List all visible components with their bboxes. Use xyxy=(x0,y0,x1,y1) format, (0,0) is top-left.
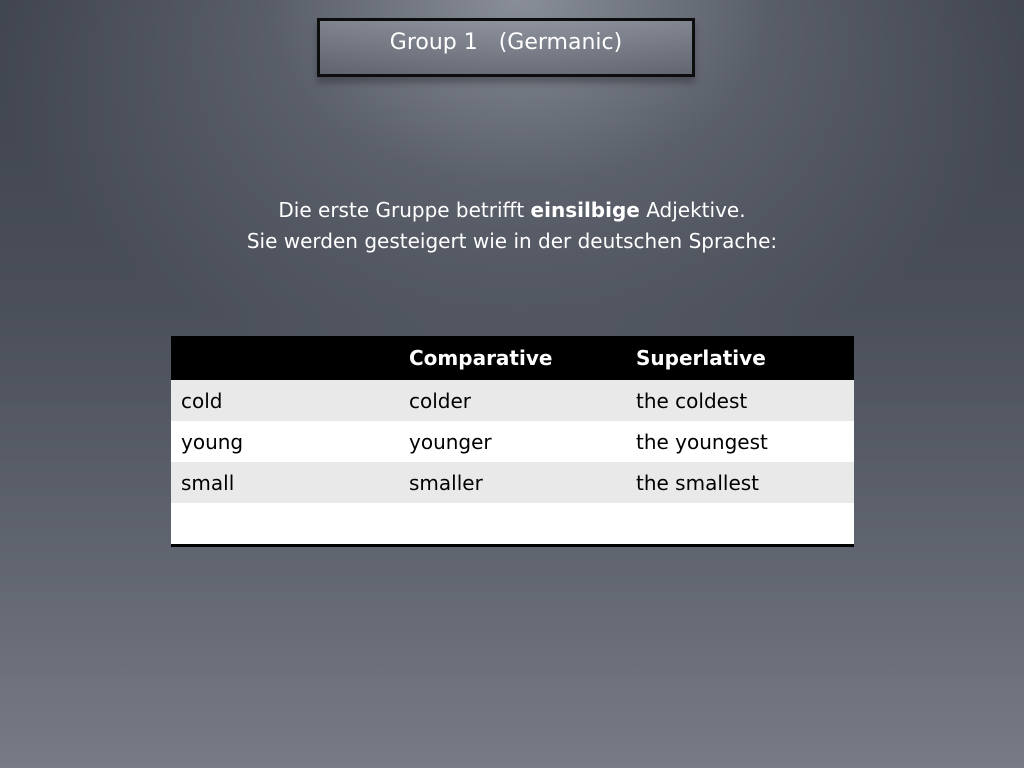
cell-superlative: the youngest xyxy=(626,421,854,462)
cell-comparative: colder xyxy=(399,380,626,421)
table-header-row xyxy=(171,336,854,380)
adjective-table xyxy=(171,336,854,544)
table-row xyxy=(171,421,854,462)
cell-superlative xyxy=(626,503,854,544)
header-superlative: Superlative xyxy=(626,336,854,380)
cell-comparative xyxy=(399,503,626,544)
table-row xyxy=(171,462,854,503)
header-comparative: Comparative xyxy=(399,336,626,380)
cell-positive xyxy=(171,503,399,544)
cell-superlative: the smallest xyxy=(626,462,854,503)
cell-comparative: younger xyxy=(399,421,626,462)
intro-line-2: Sie werden gesteigert wie in der deutschen Sprache: xyxy=(246,229,778,253)
intro-text xyxy=(0,195,1024,257)
header-empty xyxy=(171,336,399,380)
table-row xyxy=(171,380,854,421)
intro-line-1-start: Die erste Gruppe betrifft xyxy=(278,198,531,222)
cell-superlative: the coldest xyxy=(626,380,854,421)
cell-comparative: smaller xyxy=(399,462,626,503)
adjective-table-container xyxy=(171,336,854,547)
cell-positive: cold xyxy=(171,380,399,421)
slide-title: Group 1 (Germanic) xyxy=(389,30,623,55)
table-row xyxy=(171,503,854,544)
intro-line-1-end: Adjektive. xyxy=(639,198,746,222)
intro-bold-word: einsilbige xyxy=(530,198,640,222)
cell-positive: young xyxy=(171,421,399,462)
cell-positive: small xyxy=(171,462,399,503)
intro-line-1 xyxy=(0,195,1024,226)
slide-title-box xyxy=(317,18,695,77)
